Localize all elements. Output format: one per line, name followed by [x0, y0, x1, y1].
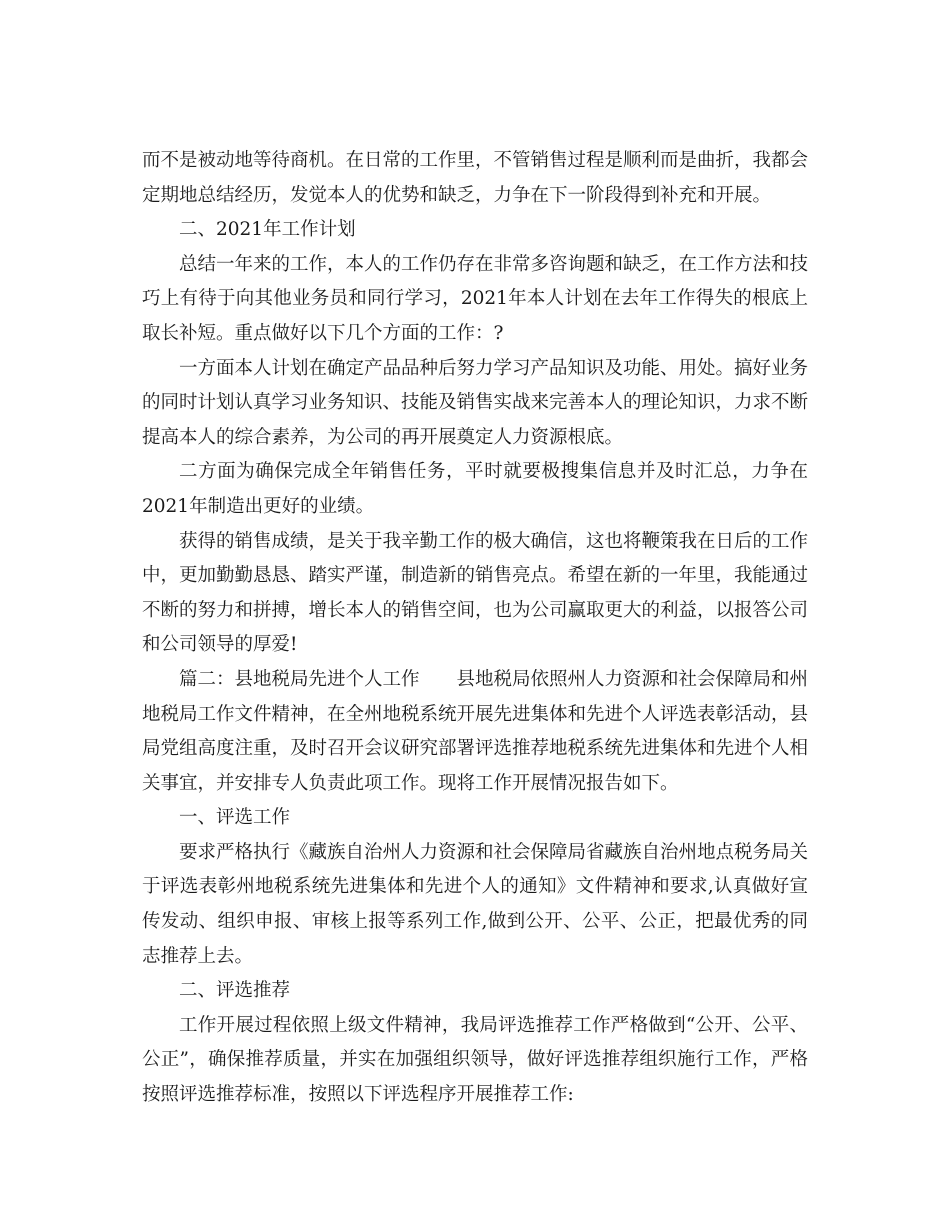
paragraph-second-aspect: 二方面为确保完成全年销售任务，平时就要极搜集信息并及时汇总，力争在2021年制造出更好的业绩。: [142, 461, 808, 517]
section-heading-selection-work: 一、评选工作: [179, 807, 291, 829]
section-heading-work-plan: 二、2021年工作计划: [179, 219, 356, 241]
paragraph-first-aspect: 一方面本人计划在确定产品品种后努力学习产品知识及功能、用处。搞好业务的同时计划认真学习业务知识、技能及销售实战来完善本人的理论知识，力求不断提高本人的综合素养，为公司的再开展奠定人力资源根底。: [142, 357, 809, 448]
paragraph-continuation: 而不是被动地等待商机。在日常的工作里，不管销售过程是顺利而是曲折，我都会定期地总结经历，发觉本人的优势和缺乏，力争在下一阶段得到补充和开展。: [142, 150, 809, 206]
section-heading-selection-recommendation: 二、评选推荐: [179, 980, 291, 1002]
paragraph-article-two-intro: 篇二：县地税局先进个人工作 县地税局依照州人力资源和社会保障局和州地税局工作文件精神，在全州地税系统开展先进集体和先进个人评选表彰活动，县局党组高度注重，及时召开会议研究部署评选推荐地税系统先进集体和先进个人相关事宜，并安排专人负责此项工作。现将工作开展情况报告如下。: [142, 668, 809, 794]
paragraph-requirements: 要求严格执行《藏族自治州人力资源和社会保障局省藏族自治州地点税务局关于评选表彰州地税系统先进集体和先进个人的通知》文件精神和要求,认真做好宣传发动、组织申报、审核上报等系列工作,做到公开、公平、公正，把最优秀的同志推荐上去。: [142, 841, 809, 967]
document-body: [142, 144, 808, 1113]
paragraph-process: 工作开展过程依照上级文件精神，我局评选推荐工作严格做到“公开、公平、公正”，确保推荐质量，并实在加强组织领导，做好评选推荐组织施行工作，严格按照评选推荐标准，按照以下评选程序开展推荐工作:: [142, 1014, 808, 1106]
paragraph-sales-results: 获得的销售成绩，是关于我辛勤工作的极大确信，这也将鞭策我在日后的工作中，更加勤勤恳恳、踏实严谨，制造新的销售亮点。希望在新的一年里，我能通过不断的努力和拼搏，增长本人的销售空间，也为公司赢取更大的利益，以报答公司和公司领导的厚爱!: [142, 530, 809, 656]
paragraph-summary: 总结一年来的工作，本人的工作仍存在非常多咨询题和缺乏，在工作方法和技巧上有待于向其他业务员和同行学习，2021年本人计划在去年工作得失的根底上取长补短。重点做好以下几个方面的工作：?: [142, 253, 809, 344]
